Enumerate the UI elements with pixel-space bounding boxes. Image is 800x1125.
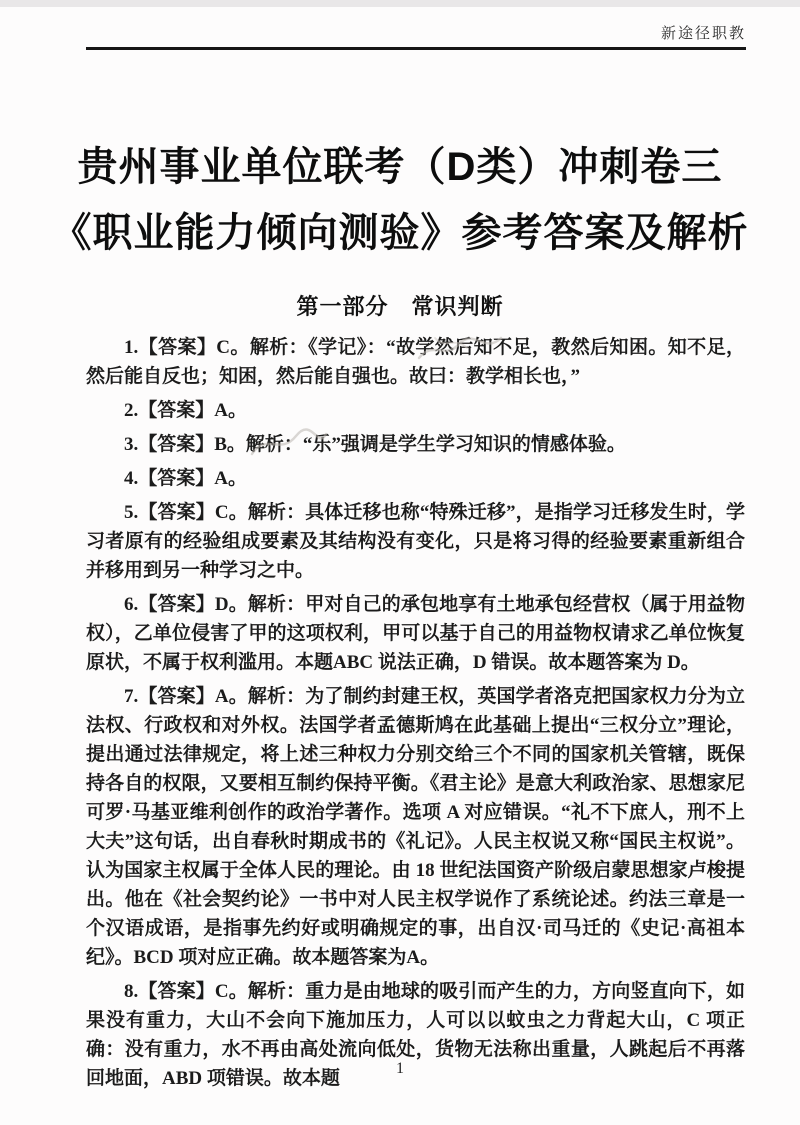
answer-item-7: 7.【答案】A。解析：为了制约封建王权，英国学者洛克把国家权力分为立法权、行政权和对外权。法国学者孟德斯鸠在此基础上提出“三权分立”理论，提出通过法律规定，将上述三种权力分别交给三个不同的国家机关管辖，既保持各自的权限，又要相互制约保持平衡。《君主论》是意大利政治家、思想家尼可罗·马基亚维利创作的政治学著作。选项 A 对应错误。“礼不下庶人，刑不上大夫”这句话，出自春秋时期成书的《礼记》。人民主权说又称“国民主权说”。认为国家主权属于全体人民的理论。由 18 世纪法国资产阶级启蒙思想家卢梭提出。他在《社会契约论》一书中对人民主权学说作了系统论述。约法三章是一个汉语成语，是指事先约好或明确规定的事，出自汉·司马迁的《史记·高祖本纪》。BCD 项对应正确。故本题答案为A。 xyxy=(86,686,745,968)
answer-item-3: 3.【答案】B。解析：“乐”强调是学生学习知识的情感体验。 xyxy=(124,434,626,455)
answer-item-4: 4.【答案】A。 xyxy=(124,468,247,489)
scan-edge-artifact xyxy=(0,0,800,7)
header-rule xyxy=(86,47,746,50)
answer-item-1: 1.【答案】C。解析：《学记》：“故学然后知不足，教然后知困。知不足，然后能自反也；知困，然后能自强也。故曰：教学相长也，” xyxy=(86,337,745,387)
page-number: 1 xyxy=(396,1060,404,1077)
answer-item-8: 8.【答案】C。解析：重力是由地球的吸引而产生的力，方向竖直向下，如果没有重力，大山不会向下施加压力，人可以以蚊虫之力背起大山，C 项正确：没有重力，水不再由高处流向低处，货物无法称出重量，人跳起后不再落回地面，ABD 项错误。故本题 xyxy=(86,981,745,1089)
answers-body xyxy=(86,333,745,1098)
answer-item-2: 2.【答案】A。 xyxy=(124,400,247,421)
title-line-2: 《职业能力倾向测验》参考答案及解析 xyxy=(51,211,749,255)
brand-text: 新途径职教 xyxy=(660,26,746,42)
page-header xyxy=(86,22,746,50)
document-title xyxy=(40,134,760,266)
section-heading: 第一部分 常识判断 xyxy=(296,294,504,319)
answer-item-5: 5.【答案】C。解析：具体迁移也称“特殊迁移”，是指学习迁移发生时，学习者原有的经验组成要素及其结构没有变化，只是将习得的经验要素重新组合并移用到另一种学习之中。 xyxy=(86,502,745,581)
answer-item-6: 6.【答案】D。解析：甲对自己的承包地享有土地承包经营权（属于用益物权），乙单位侵害了甲的这项权利，甲可以基于自己的用益物权请求乙单位恢复原状，不属于权利滥用。本题ABC 说法正确，D 错误。故本题答案为 D。 xyxy=(86,594,745,673)
title-line-1: 贵州事业单位联考（D类）冲刺卷三 xyxy=(77,145,723,189)
